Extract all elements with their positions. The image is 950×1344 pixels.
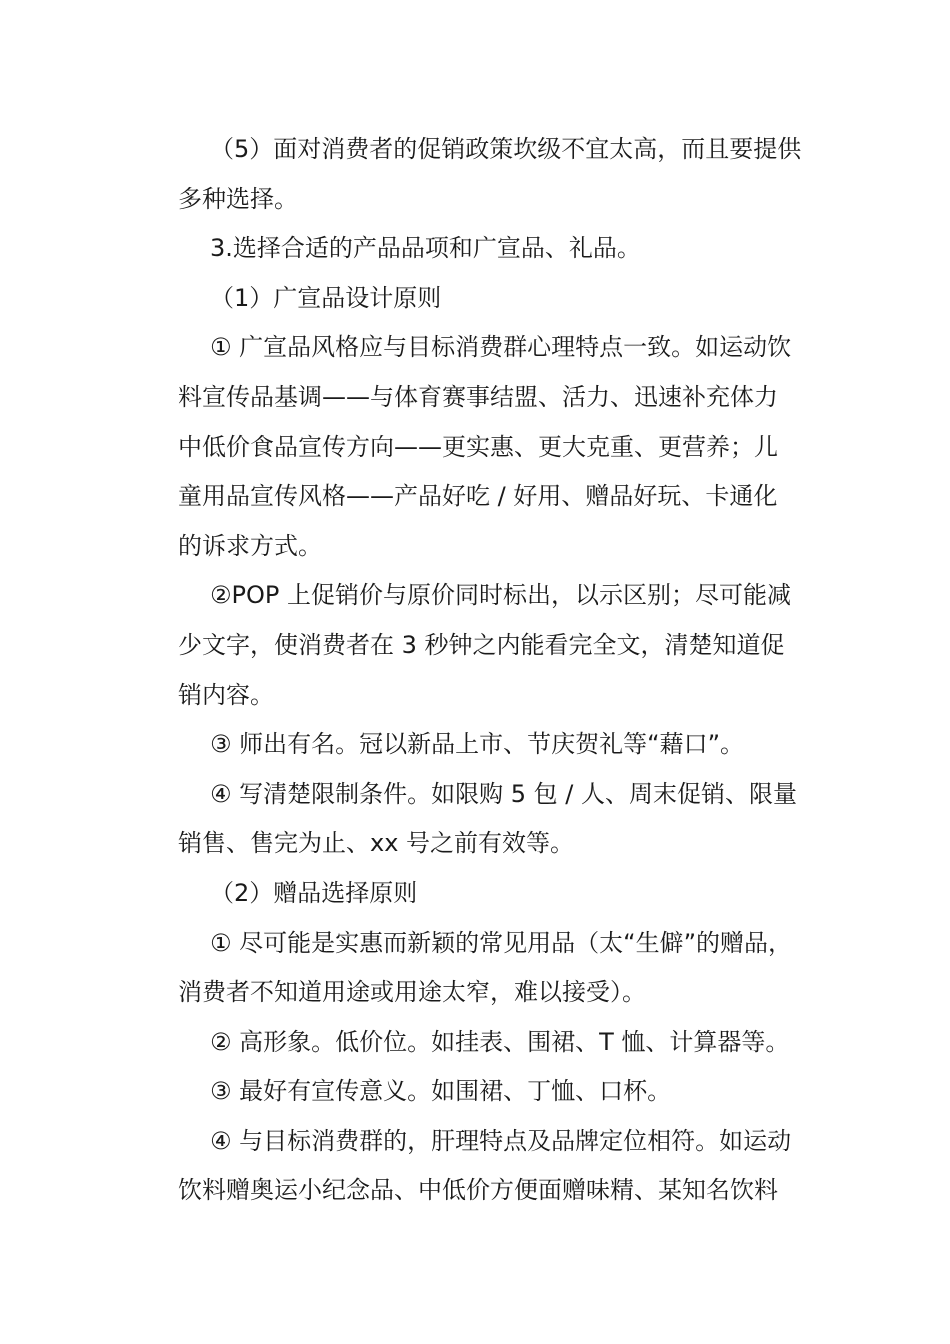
text-line: 的诉求方式。 (178, 531, 322, 560)
document-page (146, 125, 826, 1216)
section-heading: 3.选择合适的产品品项和广宣品、礼品。 (210, 234, 641, 263)
text-line: ② 高形象。低价位。如挂表、围裙、T 恤、计算器等。 (210, 1027, 790, 1056)
text-line: （5）面对消费者的促销政策坎级不宜太高，而且要提供 (210, 135, 802, 163)
paragraph-gift-promotional (146, 1067, 826, 1117)
text-line: 童用品宣传风格——产品好吃 / 好用、赠品好玩、卡通化 (178, 482, 778, 511)
text-line: 中低价食品宣传方向——更实惠、更大克重、更营养；儿 (178, 432, 778, 461)
text-line: ④ 与目标消费群的，肝理特点及品牌定位相符。如运动 (210, 1126, 792, 1155)
paragraph-subheading-ad-design (146, 274, 826, 324)
text-line: ③ 师出有名。冠以新品上市、节庆贺礼等“藉口”。 (210, 730, 745, 759)
text-line: 消费者不知道用途或用途太窄，难以接受）。 (178, 978, 646, 1007)
paragraph-ad-style (146, 323, 826, 571)
subsection-heading: （1）广宣品设计原则 (210, 283, 442, 312)
text-line: 多种选择。 (178, 184, 298, 213)
text-line: 少文字，使消费者在 3 秒钟之内能看完全文，清楚知道促 (178, 630, 785, 659)
text-line: 料宣传品基调——与体育赛事结盟、活力、迅速补充体力 (178, 382, 778, 411)
text-line: ③ 最好有宣传意义。如围裙、丁恤、口杯。 (210, 1077, 672, 1106)
paragraph-promo-policy (146, 125, 826, 224)
text-line: ① 广宣品风格应与目标消费群心理特点一致。如运动饮 (210, 333, 792, 362)
text-line: 销售、售完为止、xx 号之前有效等。 (178, 829, 575, 858)
text-line: ④ 写清楚限制条件。如限购 5 包 / 人、周末促销、限量 (210, 779, 798, 808)
paragraph-restrictions (146, 770, 826, 869)
paragraph-gift-practical (146, 919, 826, 1018)
text-line: ②POP 上促销价与原价同时标出，以示区别；尽可能减 (210, 581, 791, 610)
subsection-heading: （2）赠品选择原则 (210, 878, 418, 907)
text-line: 饮料赠奥运小纪念品、中低价方便面赠味精、某知名饮料 (178, 1176, 778, 1205)
paragraph-pop-price (146, 571, 826, 720)
paragraph-justified-cause (146, 720, 826, 770)
paragraph-gift-image (146, 1018, 826, 1068)
text-line: 销内容。 (178, 680, 274, 709)
paragraph-section-heading (146, 224, 826, 274)
paragraph-subheading-gift-selection (146, 869, 826, 919)
paragraph-gift-target-match (146, 1117, 826, 1216)
text-line: ① 尽可能是实惠而新颖的常见用品（太“生僻”的赠品， (210, 928, 793, 957)
